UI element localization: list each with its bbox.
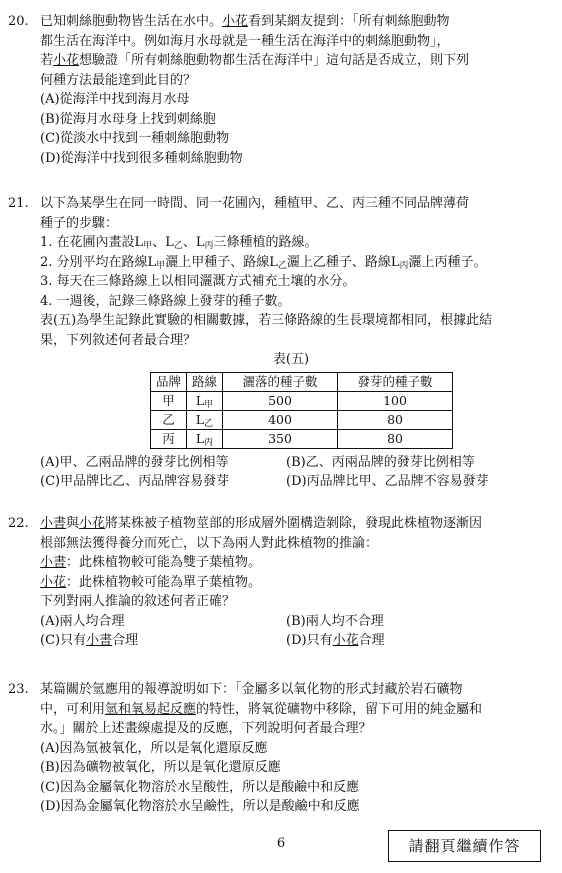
data-table (150, 372, 453, 449)
question-text-line: 下列對兩人推論的敘述何者正確？ (40, 594, 236, 609)
question-number: 23. (8, 682, 29, 697)
table-caption: 表(五) (272, 352, 310, 367)
option-c: (C)從淡水中找到一種刺絲胞動物 (40, 131, 230, 146)
option-b: (B)乙、丙兩品牌的發芽比例相等 (286, 454, 475, 470)
question-body (40, 680, 552, 817)
option-d: (D)只有小花合理 (286, 633, 385, 648)
step-2: 2. 分別平均在路線$L_甲$灑上甲種子、路線$L_乙$灑上乙種子、路線$L_丙$灑上丙種子。 (40, 254, 487, 271)
question-text-line: 小書與小花將某株被子植物莖部的形成層外圍構造剝除，發現此株植物逐漸因 (40, 516, 483, 531)
question-body (40, 194, 552, 492)
question-text-line: 種子的步驟： (40, 215, 119, 231)
option-c: (C)因為金屬氧化物溶於水呈酸性，所以是酸鹼中和反應 (40, 779, 360, 795)
option-row (40, 631, 552, 651)
option-b: (B)兩人均不合理 (286, 613, 384, 629)
header-route: 路線 (187, 372, 223, 391)
option-a: (A)兩人均合理 (40, 613, 125, 629)
question-text-line: 以下為某學生在同一時間、同一花圃內，種植甲、乙、丙三種不同品牌薄荷 (40, 196, 470, 211)
cell-sown: 400 (223, 410, 338, 429)
question-text-line: 中，可利用氫和氧易起反應的特性，將氧從礦物中移除，留下可用的純金屬和 (40, 701, 483, 717)
question-body (40, 12, 552, 168)
option-d: (D)因為金屬氧化物溶於水呈鹼性，所以是酸鹼中和反應 (40, 799, 360, 814)
question-number: 20. (8, 14, 29, 29)
question-text-line: 何種方法最能達到此目的？ (40, 72, 197, 88)
question-text-line: 根部無法獲得養分而死亡，以下為兩人對此株植物的推論： (40, 535, 379, 551)
option-a: (A)甲、乙兩品牌的發芽比例相等 (40, 454, 229, 470)
question-text-line: 某篇關於氫應用的報導說明如下：「金屬多以氧化物的形式封藏於岩石礦物 (40, 682, 463, 697)
inference-line: 小花：此株植物較可能為單子葉植物。 (40, 574, 262, 590)
option-b: (B)因為礦物被氧化，所以是氧化還原反應 (40, 760, 281, 775)
question-body (40, 514, 552, 651)
option-row (40, 472, 552, 492)
cell-brand: 丙 (151, 429, 187, 448)
cell-sprouted: 80 (338, 410, 453, 429)
option-a: (A)從海洋中找到海月水母 (40, 92, 190, 107)
option-d: (D)從海洋中找到很多種刺絲胞動物 (40, 150, 243, 166)
question-text-line: 若小花想驗證「所有刺絲胞動物都生活在海洋中」這句話是否成立，則下列 (40, 53, 470, 68)
continue-notice: 請翻頁繼續作答 (388, 830, 541, 862)
inference-line: 小書：此株植物較可能為雙子葉植物。 (40, 555, 262, 570)
question-number: 21. (8, 196, 29, 211)
option-a: (A)因為氫被氧化，所以是氧化還原反應 (40, 740, 268, 756)
question-text-line: 已知刺絲胞動物皆生活在水中。小花看到某網友提到：「所有刺絲胞動物 (40, 14, 450, 29)
question-text-line: 水。」關於上述畫線處提及的反應，下列說明何者最合理？ (40, 721, 372, 736)
option-d: (D)丙品牌比甲、乙品牌不容易發芽 (286, 474, 489, 489)
cell-sprouted: 80 (338, 429, 453, 448)
cell-route: $L_乙$ (187, 410, 223, 429)
cell-route: $L_丙$ (187, 429, 223, 448)
header-sown: 灑落的種子數 (223, 372, 338, 391)
table-row (151, 391, 453, 410)
cell-brand: 乙 (151, 410, 187, 429)
page-number: 6 (276, 836, 286, 851)
cell-brand: 甲 (151, 391, 187, 410)
cell-sprouted: 100 (338, 391, 453, 410)
option-row (40, 612, 552, 632)
option-row (40, 453, 552, 473)
cell-sown: 350 (223, 429, 338, 448)
header-sprouted: 發芽的種子數 (338, 372, 453, 391)
step-1: 1. 在花圃內畫設$L_甲$、$L_乙$、$L_丙$三條種植的路線。 (40, 235, 318, 251)
question-number: 22. (8, 516, 29, 531)
table-header-row (151, 372, 453, 391)
option-c: (C)甲品牌比乙、丙品牌容易發芽 (40, 474, 230, 489)
question-text-line: 表(五)為學生記錄此實驗的相關數據，若三條路線的生長環境都相同，根據此結 (40, 313, 493, 328)
step-3: 3. 每天在三條路線上以相同灑溉方式補充土壤的水分。 (40, 274, 356, 289)
step-4: 4. 一週後，記錄三條路線上發芽的種子數。 (40, 293, 291, 309)
cell-route: $L_甲$ (187, 391, 223, 410)
cell-sown: 500 (223, 391, 338, 410)
option-c: (C)只有小書合理 (40, 633, 139, 648)
question-text-line: 都生活在海洋中。例如海月水母就是一種生活在海洋中的刺絲胞動物」， (40, 33, 450, 49)
option-b: (B)從海月水母身上找到刺絲胞 (40, 111, 216, 127)
header-brand: 品牌 (151, 372, 187, 391)
table-row (151, 429, 453, 448)
table-row (151, 410, 453, 429)
question-text-line: 果，下列敘述何者最合理？ (40, 332, 197, 348)
